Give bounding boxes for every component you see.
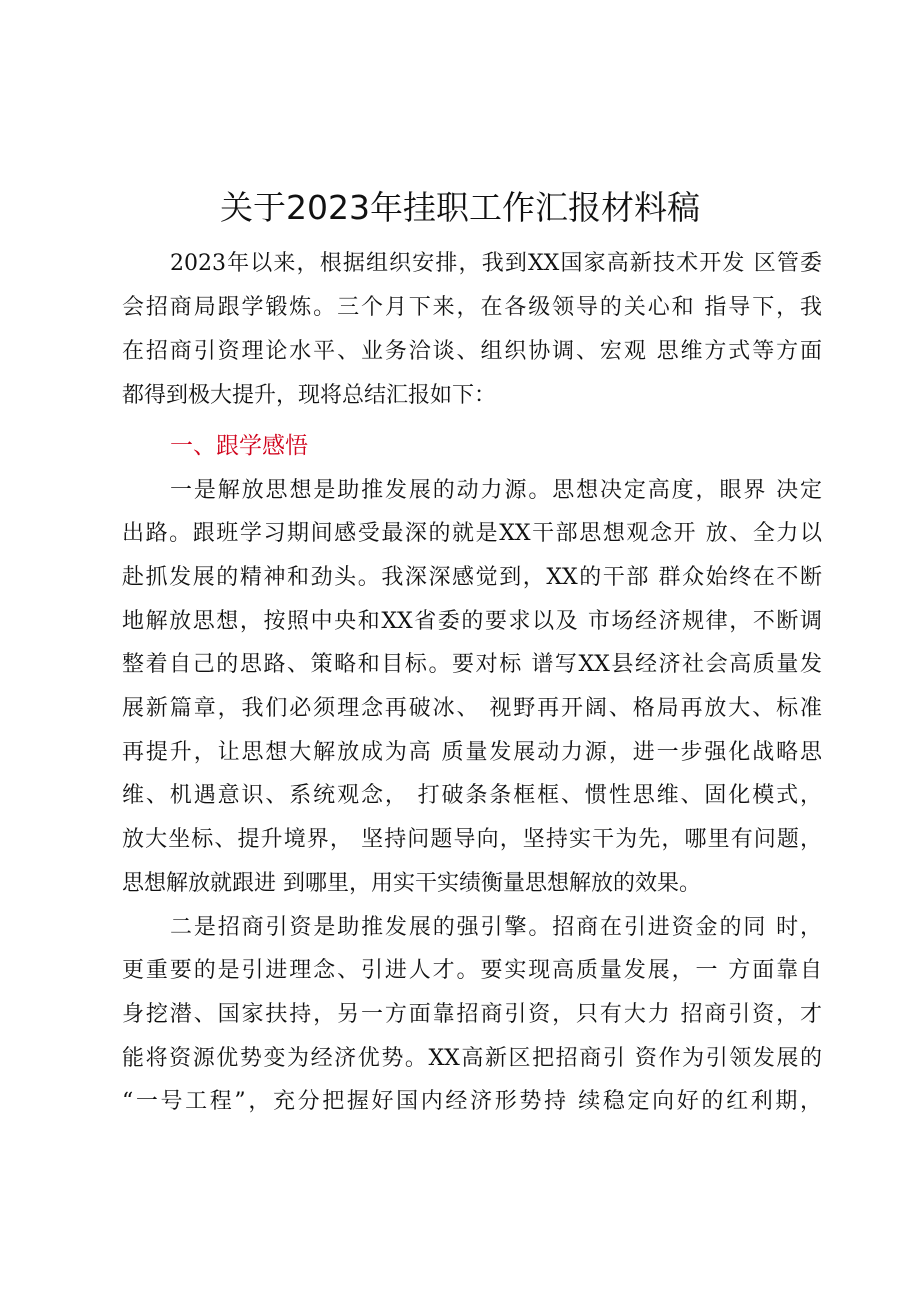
paragraph-line: 再提升，让思想大解放成为高 质量发展动力源，进一步强化战略思: [122, 740, 822, 765]
paragraph-line: 维、机遇意识、系统观念， 打破条条框框、惯性思维、固化模式，: [122, 783, 822, 808]
paragraph-line: 出路。跟班学习期间感受最深的就是XX干部思想观念开 放、全力以: [122, 521, 822, 546]
paragraph-line: 都得到极大提升，现将总结汇报如下：: [122, 383, 497, 408]
paragraph-line: 一是解放思想是助推发展的动力源。思想决定高度，眼界 决定: [170, 478, 822, 503]
paragraph-line: 展新篇章，我们必须理念再破冰、 视野再开阔、格局再放大、标准: [122, 696, 822, 721]
paragraph-line: 地解放思想，按照中央和XX省委的要求以及 市场经济规律，不断调: [122, 609, 822, 634]
paragraph-line: 在招商引资理论水平、业务洽谈、组织协调、宏观 思维方式等方面: [122, 339, 822, 364]
paragraph-line: 2023年以来，根据组织安排，我到XX国家高新技术开发 区管委: [170, 251, 822, 276]
paragraph-line: 能将资源优势变为经济优势。XX高新区把招商引 资作为引领发展的: [122, 1046, 822, 1071]
document-title: 关于2023年挂职工作汇报材料稿: [220, 188, 700, 227]
paragraph-line: 放大坐标、提升境界， 坚持问题导向，坚持实干为先，哪里有问题，: [122, 827, 822, 852]
section-heading: 一、跟学感悟: [170, 433, 308, 459]
paragraph-line: “一号工程”，充分把握好国内经济形势持 续稳定向好的红利期，: [122, 1089, 822, 1114]
paragraph-line: 身挖潜、国家扶持，另一方面靠招商引资，只有大力 招商引资，才: [122, 1002, 822, 1027]
paragraph-line: 赴抓发展的精神和劲头。我深深感觉到，XX的干部 群众始终在不断: [122, 565, 822, 590]
paragraph-line: 二是招商引资是助推发展的强引擎。招商在引进资金的同 时，: [170, 915, 822, 940]
paragraph-line: 更重要的是引进理念、引进人才。要实现高质量发展，一 方面靠自: [122, 958, 822, 983]
paragraph-line: 整着自己的思路、策略和目标。要对标 谱写XX县经济社会高质量发: [122, 652, 822, 677]
paragraph-line: 会招商局跟学锻炼。三个月下来，在各级领导的关心和 指导下，我: [122, 295, 822, 320]
paragraph-line: 思想解放就跟进 到哪里，用实干实绩衡量思想解放的效果。: [122, 871, 701, 896]
